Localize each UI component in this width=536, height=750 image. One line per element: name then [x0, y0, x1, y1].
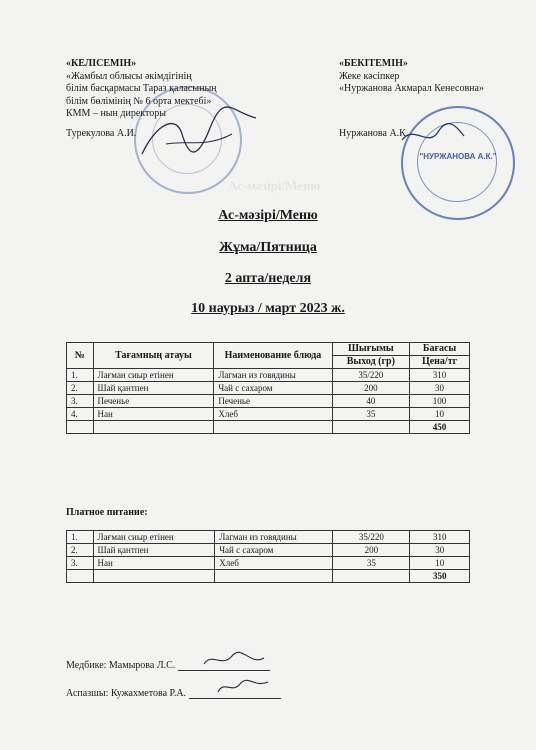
total-row — [67, 570, 470, 583]
table-row — [67, 408, 470, 421]
table-row — [67, 395, 470, 408]
total-price: 450 — [410, 421, 470, 434]
entrepreneur-signature — [398, 120, 468, 150]
col-name-kz: Тағамның атауы — [93, 343, 214, 369]
col-num: № — [67, 343, 94, 369]
col-yield-kz: Шығымы — [332, 343, 410, 356]
cell-name-ru: Хлеб — [215, 557, 333, 570]
approval-right-line: «Нуржанова Акмарал Кенесовна» — [339, 83, 484, 94]
cell-yield: 200 — [333, 544, 410, 557]
cell-name-ru: Хлеб — [214, 408, 332, 421]
cell-name-kz: Шай қантпен — [93, 544, 215, 557]
cell-num: 4. — [67, 408, 94, 421]
cell-price: 10 — [410, 557, 470, 570]
approval-left-line: білім басқармасы Тараз қаласының — [66, 83, 217, 94]
stamp-name: "НУРЖАНОВА А.К." — [419, 152, 497, 161]
cook-signature — [214, 674, 274, 698]
approval-right-title: «БЕКІТЕМІН» — [339, 58, 408, 69]
col-price-ru: Цена/тг — [410, 356, 470, 369]
cell-num: 2. — [67, 382, 94, 395]
table-row — [67, 544, 470, 557]
cell-yield: 40 — [332, 395, 410, 408]
cell-price: 310 — [410, 369, 470, 382]
menu-title: Ас-мәзірі/Меню — [218, 208, 318, 223]
cell-name-kz: Нан — [93, 408, 214, 421]
table-row — [67, 382, 470, 395]
approval-left-line: КММ – нын директоры — [66, 108, 166, 119]
cell-num: 1. — [67, 369, 94, 382]
cell-num: 3. — [67, 395, 94, 408]
paid-table — [66, 530, 470, 583]
approval-right-line: Жеке кәсіпкер — [339, 70, 400, 82]
cook-label: Аспазшы: Кужахметова Р.А. — [66, 688, 187, 699]
week-title: 2 апта/неделя — [224, 271, 312, 286]
date-title: 10 наурыз / март 2023 ж. — [191, 301, 345, 316]
cell-name-ru: Чай с сахаром — [214, 382, 332, 395]
cell-price: 30 — [410, 544, 470, 557]
table-row — [67, 369, 470, 382]
day-title: Жұма/Пятница — [219, 240, 317, 255]
table-header-row — [67, 343, 470, 356]
cell-price: 10 — [410, 408, 470, 421]
cell-name-kz: Печенье — [93, 395, 214, 408]
table-row — [67, 531, 470, 544]
cell-price: 310 — [410, 531, 470, 544]
cell-yield: 35 — [333, 557, 410, 570]
cell-name-ru: Чай с сахаром — [215, 544, 333, 557]
approval-left-line: «Жамбыл облысы әкімдігінің — [66, 70, 192, 82]
cell-name-kz: Лағман сиыр етінен — [93, 531, 215, 544]
cell-name-kz: Нан — [93, 557, 215, 570]
cell-yield: 200 — [332, 382, 410, 395]
total-row — [67, 421, 470, 434]
cell-name-kz: Шай қантпен — [93, 382, 214, 395]
cell-num: 2. — [67, 544, 94, 557]
cell-name-kz: Лағман сиыр етінен — [93, 369, 214, 382]
cell-yield: 35/220 — [332, 369, 410, 382]
approval-left — [66, 58, 286, 121]
nurse-label: Медбике: Мамырова Л.С. — [66, 660, 176, 671]
cell-num: 3. — [67, 557, 94, 570]
menu-table — [66, 342, 470, 434]
col-name-ru: Наименование блюда — [214, 343, 332, 369]
cell-price: 30 — [410, 382, 470, 395]
approval-left-line: білім бөлімінің № 6 орта мектебі» — [66, 95, 212, 107]
approval-right — [339, 58, 529, 96]
approval-left-signer: Турекулова А.И. — [66, 128, 137, 139]
cell-yield: 35/220 — [333, 531, 410, 544]
cell-price: 100 — [410, 395, 470, 408]
cell-name-ru: Печенье — [214, 395, 332, 408]
cell-num: 1. — [67, 531, 94, 544]
col-yield-ru: Выход (гр) — [332, 356, 410, 369]
total-price: 350 — [410, 570, 470, 583]
cell-name-ru: Лагман из говядины — [215, 531, 333, 544]
bleed-through-text: Ас-мәзірі/Меню — [228, 178, 321, 193]
col-price-kz: Бағасы — [410, 343, 470, 356]
approval-left-title: «КЕЛІСЕМІН» — [66, 58, 137, 69]
cell-name-ru: Лагман из говядины — [214, 369, 332, 382]
table-row — [67, 557, 470, 570]
cell-yield: 35 — [332, 408, 410, 421]
paid-label: Платное питание: — [66, 507, 148, 518]
approval-right-signer: Нуржанова А.К. — [339, 128, 409, 139]
nurse-signature — [200, 648, 270, 672]
